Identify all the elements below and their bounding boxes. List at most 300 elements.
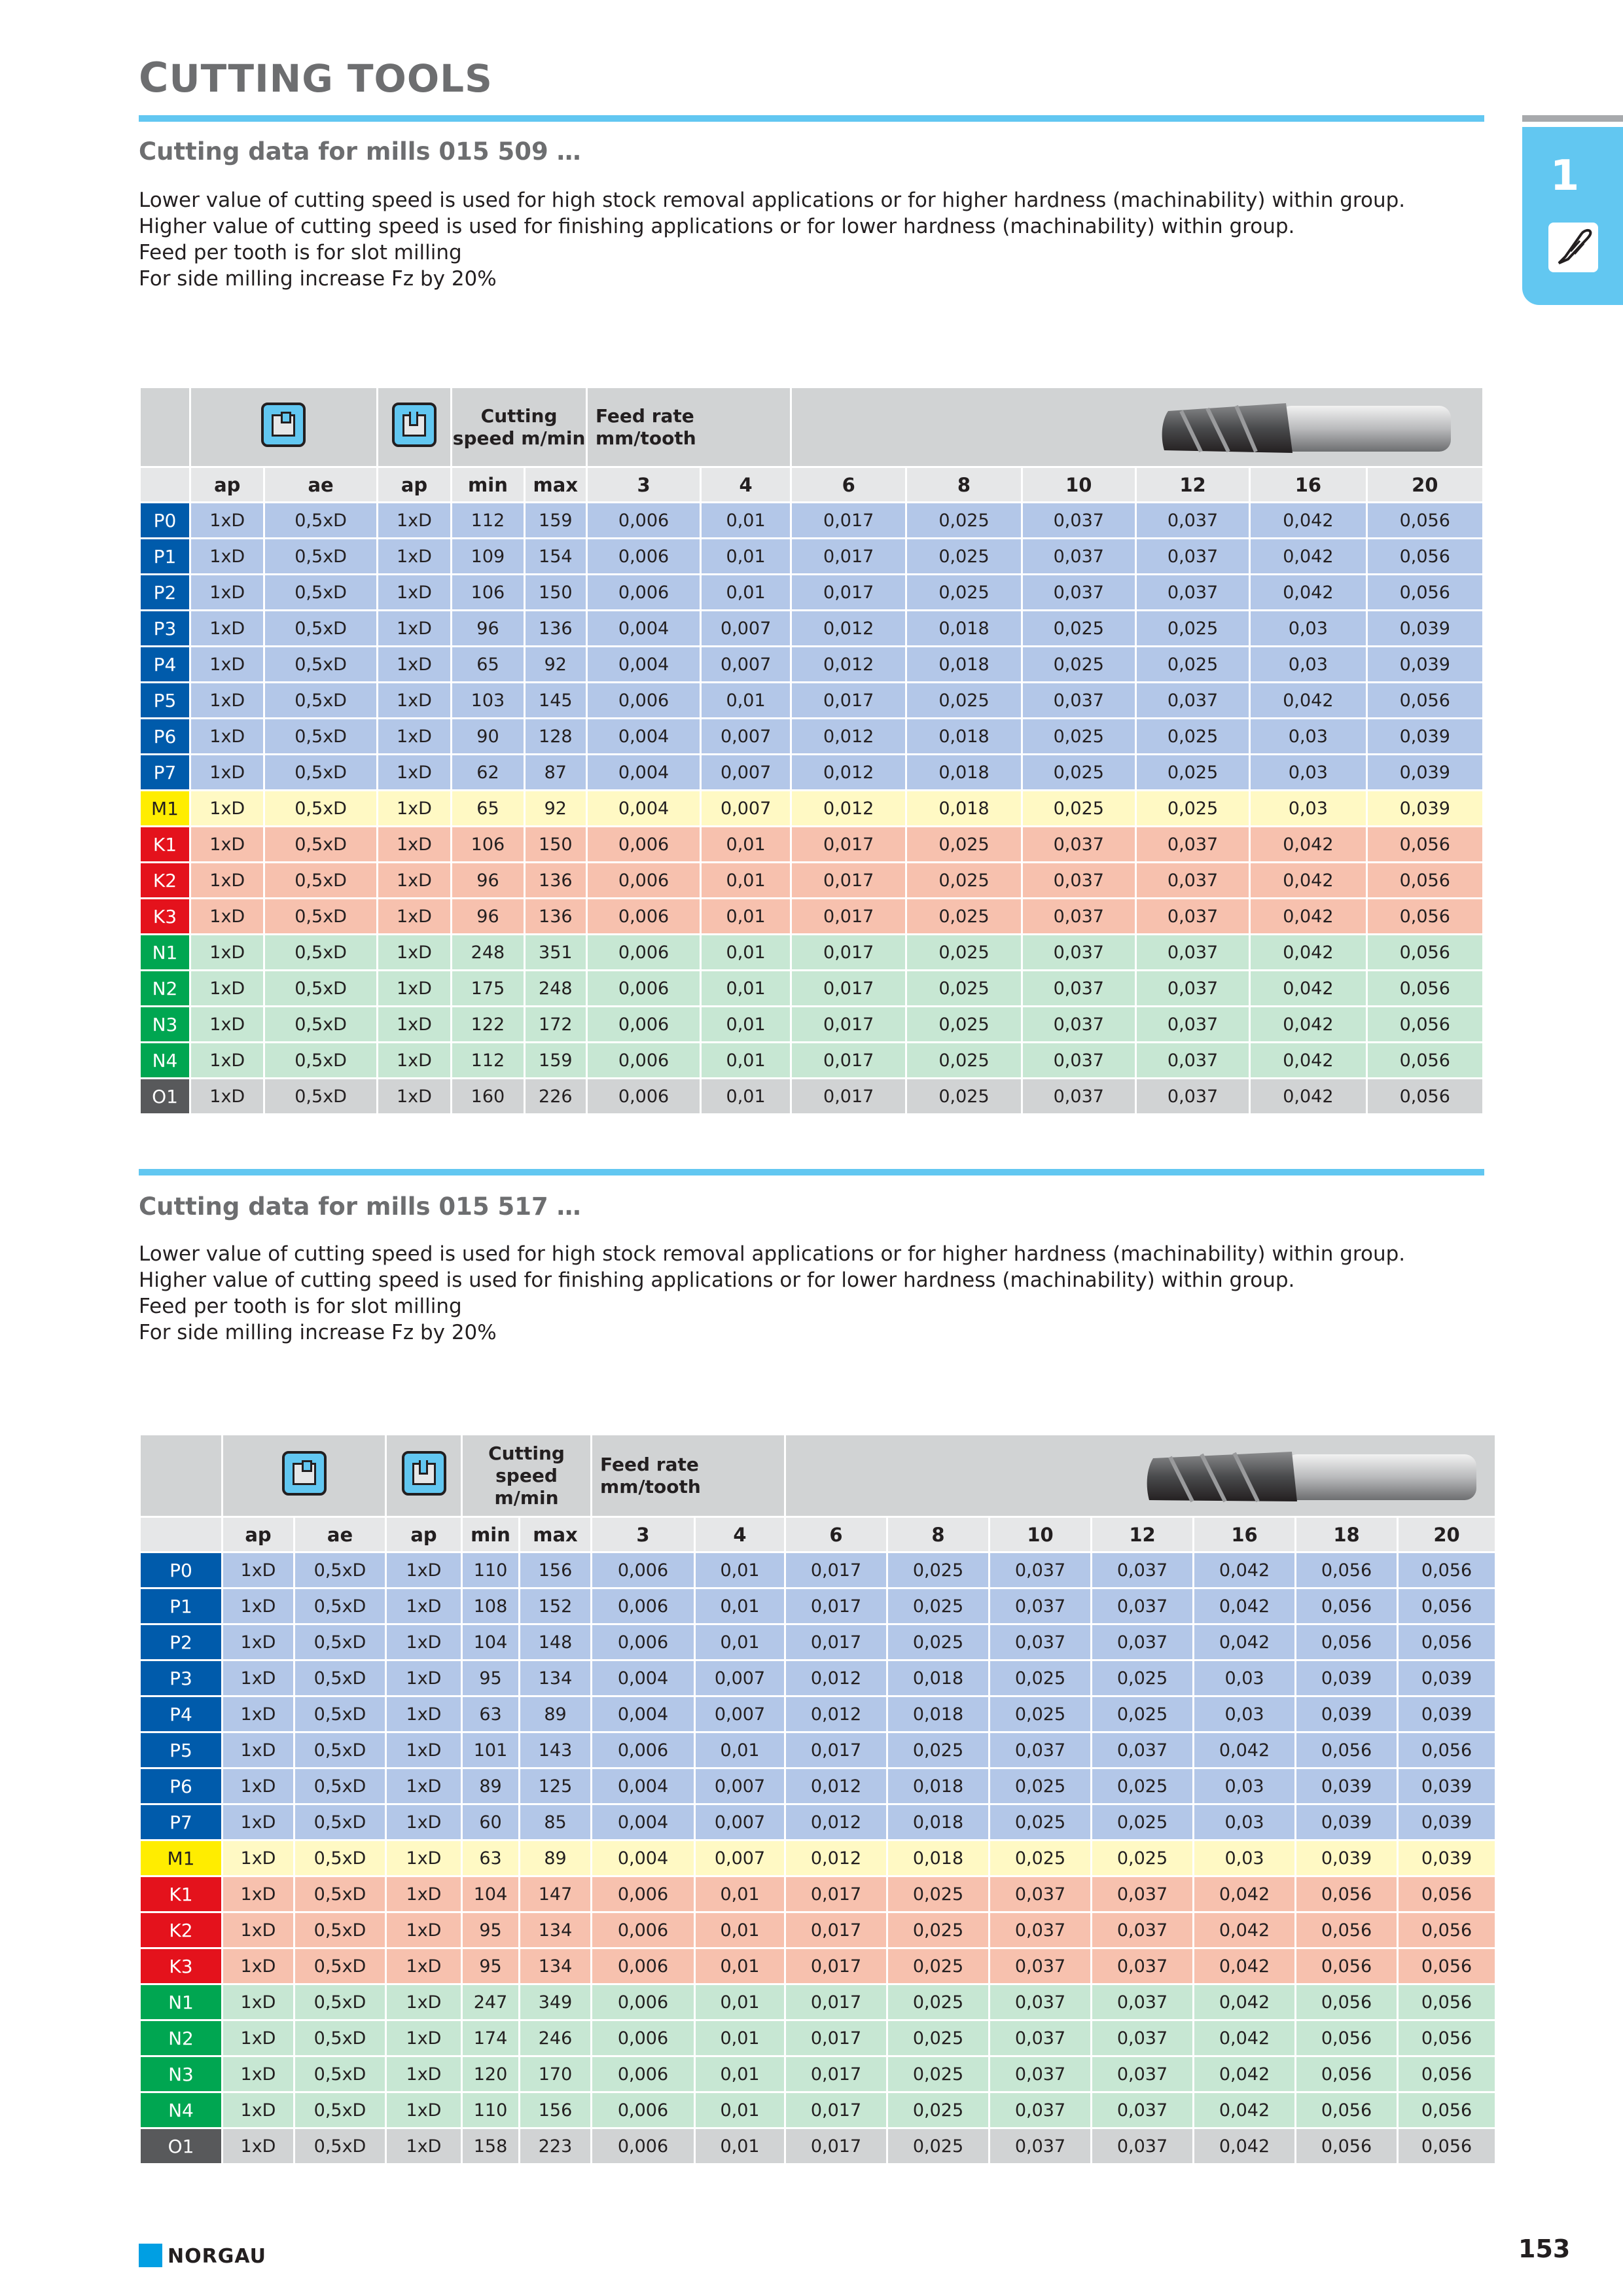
table-cell: 0,5xD	[264, 935, 377, 971]
table-cell: 0,5xD	[294, 1984, 386, 2020]
table-cell: 1xD	[377, 1007, 451, 1043]
table-cell: 0,042	[1250, 899, 1366, 935]
column-header: 20	[1366, 467, 1483, 503]
column-header: 10	[1022, 467, 1135, 503]
table-cell: 96	[452, 611, 524, 647]
section1-title: Cutting data for mills 015 509 …	[139, 137, 581, 166]
table-cell: 1xD	[377, 1043, 451, 1079]
material-group-badge: N4	[140, 2092, 223, 2128]
material-group-badge: P2	[140, 1624, 223, 1660]
table-cell: 0,5xD	[294, 1948, 386, 1984]
table-cell: 1xD	[190, 1043, 264, 1079]
table-cell: 0,056	[1398, 2020, 1496, 2056]
table-cell: 0,004	[586, 755, 700, 791]
table-cell: 0,006	[592, 1984, 695, 2020]
table-cell: 351	[524, 935, 586, 971]
table-cell: 0,5xD	[264, 683, 377, 719]
table-cell: 0,037	[1022, 1007, 1135, 1043]
column-header: 4	[695, 1517, 785, 1552]
table-cell: 0,017	[791, 899, 906, 935]
table-row	[140, 827, 1484, 863]
table-cell: 0,01	[701, 827, 791, 863]
table-cell: 0,042	[1194, 1732, 1296, 1768]
corner-cell	[140, 467, 190, 503]
table-cell: 0,037	[1135, 1007, 1249, 1043]
table-cell: 0,004	[586, 647, 700, 683]
table-cell: 128	[524, 719, 586, 755]
table-cell: 1xD	[190, 611, 264, 647]
table-cell: 0,5xD	[294, 1732, 386, 1768]
column-header: 8	[906, 467, 1022, 503]
table-cell: 0,025	[887, 2020, 990, 2056]
table-cell: 1xD	[190, 755, 264, 791]
feed-header: Feed rate mm/tooth	[600, 1453, 701, 1498]
table-cell: 0,5xD	[264, 755, 377, 791]
table-cell: 0,025	[1135, 647, 1249, 683]
side-rule	[1522, 115, 1623, 122]
table-cell: 0,056	[1296, 2056, 1398, 2092]
table-cell: 0,006	[586, 1007, 700, 1043]
table-cell: 1xD	[223, 1876, 294, 1912]
table-cell: 0,056	[1296, 1552, 1398, 1588]
table-cell: 0,017	[785, 2128, 887, 2164]
table-cell: 96	[452, 863, 524, 899]
table-row	[140, 1840, 1496, 1876]
table-cell: 0,017	[785, 2056, 887, 2092]
table-cell: 1xD	[386, 1984, 462, 2020]
table-cell: 0,006	[586, 1043, 700, 1079]
table-cell: 0,025	[1092, 1768, 1194, 1804]
table-cell: 0,037	[990, 1912, 1092, 1948]
table-cell: 0,037	[1135, 683, 1249, 719]
table-cell: 0,006	[586, 1079, 700, 1115]
table-cell: 0,006	[592, 1912, 695, 1948]
table-cell: 65	[452, 791, 524, 827]
table-cell: 0,007	[701, 755, 791, 791]
table-row	[140, 539, 1484, 575]
table-cell: 0,012	[785, 1840, 887, 1876]
note-line: Feed per tooth is for slot milling	[139, 1295, 462, 1318]
table-cell: 0,03	[1250, 647, 1366, 683]
table-cell: 0,037	[1092, 1732, 1194, 1768]
table-cell: 1xD	[190, 827, 264, 863]
table-cell: 1xD	[377, 863, 451, 899]
chapter-tab[interactable]	[1522, 127, 1623, 305]
table-cell: 134	[520, 1660, 592, 1696]
table-cell: 0,025	[990, 1840, 1092, 1876]
column-header: 10	[990, 1517, 1092, 1552]
table-cell: 0,5xD	[294, 2092, 386, 2128]
speed-header: Cutting speed m/min	[452, 404, 586, 449]
table-cell: 89	[520, 1696, 592, 1732]
table-cell: 0,017	[791, 503, 906, 539]
table-cell: 108	[462, 1588, 520, 1624]
table-cell: 159	[524, 1043, 586, 1079]
table-cell: 0,5xD	[294, 2056, 386, 2092]
table-cell: 0,037	[990, 2020, 1092, 2056]
material-group-badge: N3	[140, 2056, 223, 2092]
table-cell: 0,03	[1194, 1660, 1296, 1696]
table-cell: 0,006	[592, 1552, 695, 1588]
table-cell: 0,025	[1092, 1660, 1194, 1696]
table-row	[140, 1696, 1496, 1732]
material-group-badge: P1	[140, 1588, 223, 1624]
table-cell: 0,01	[701, 1043, 791, 1079]
material-group-badge: P7	[140, 755, 190, 791]
table-cell: 0,006	[586, 971, 700, 1007]
table-cell: 349	[520, 1984, 592, 2020]
table-cell: 1xD	[190, 575, 264, 611]
column-header: 3	[586, 467, 700, 503]
table-cell: 0,056	[1366, 935, 1483, 971]
table-cell: 0,037	[1092, 1984, 1194, 2020]
table-row	[140, 1732, 1496, 1768]
table-cell: 0,01	[701, 1079, 791, 1115]
table-cell: 92	[524, 791, 586, 827]
table-row	[140, 1804, 1496, 1840]
table-cell: 0,056	[1366, 539, 1483, 575]
table-cell: 0,5xD	[294, 1660, 386, 1696]
table-cell: 0,056	[1296, 1624, 1398, 1660]
table-cell: 0,056	[1398, 1732, 1496, 1768]
table-cell: 1xD	[377, 683, 451, 719]
table-cell: 1xD	[223, 2128, 294, 2164]
table-cell: 174	[462, 2020, 520, 2056]
table-cell: 1xD	[190, 1007, 264, 1043]
table-cell: 0,039	[1296, 1768, 1398, 1804]
table-cell: 0,056	[1398, 1552, 1496, 1588]
side-milling-icon	[261, 403, 306, 447]
table-cell: 101	[462, 1732, 520, 1768]
table-row	[140, 1552, 1496, 1588]
table-cell: 0,018	[906, 647, 1022, 683]
table-cell: 0,039	[1398, 1696, 1496, 1732]
table-cell: 0,056	[1296, 2092, 1398, 2128]
table-cell: 0,025	[1135, 719, 1249, 755]
table-row	[140, 647, 1484, 683]
table-cell: 0,056	[1296, 2020, 1398, 2056]
table-cell: 0,025	[887, 1876, 990, 1912]
table-cell: 0,018	[887, 1804, 990, 1840]
table-row	[140, 2056, 1496, 2092]
table-cell: 1xD	[223, 1624, 294, 1660]
table-cell: 0,006	[592, 2020, 695, 2056]
table-cell: 0,056	[1296, 1912, 1398, 1948]
table-cell: 0,5xD	[264, 719, 377, 755]
table-cell: 0,025	[887, 1588, 990, 1624]
table-cell: 0,042	[1194, 1984, 1296, 2020]
table-cell: 0,056	[1366, 1079, 1483, 1115]
table-cell: 0,037	[1022, 1079, 1135, 1115]
table-cell: 0,01	[695, 1588, 785, 1624]
table-cell: 1xD	[386, 1840, 462, 1876]
table-cell: 0,039	[1366, 647, 1483, 683]
table-cell: 0,025	[887, 2092, 990, 2128]
table-cell: 0,039	[1366, 611, 1483, 647]
table-cell: 0,039	[1366, 791, 1483, 827]
table-cell: 1xD	[190, 647, 264, 683]
table-cell: 0,037	[990, 1948, 1092, 1984]
table-cell: 0,018	[906, 755, 1022, 791]
table-cell: 0,056	[1398, 1912, 1496, 1948]
table-cell: 0,006	[586, 575, 700, 611]
table-cell: 1xD	[386, 1804, 462, 1840]
table-cell: 0,025	[887, 1624, 990, 1660]
table-cell: 175	[452, 971, 524, 1007]
table-cell: 0,025	[906, 863, 1022, 899]
table-cell: 0,006	[586, 827, 700, 863]
table-cell: 0,017	[785, 2020, 887, 2056]
table-cell: 0,025	[887, 1552, 990, 1588]
table-cell: 0,004	[592, 1660, 695, 1696]
table-cell: 0,01	[701, 863, 791, 899]
table-cell: 0,037	[1022, 503, 1135, 539]
table-cell: 0,004	[592, 1840, 695, 1876]
table-row	[140, 683, 1484, 719]
table-cell: 1xD	[377, 539, 451, 575]
table-cell: 1xD	[386, 1732, 462, 1768]
table-row	[140, 1876, 1496, 1912]
table-cell: 1xD	[223, 1984, 294, 2020]
material-group-badge: N1	[140, 935, 190, 971]
table-cell: 1xD	[223, 1660, 294, 1696]
table-cell: 0,056	[1366, 1007, 1483, 1043]
table-cell: 0,017	[785, 2092, 887, 2128]
table-cell: 0,037	[990, 2092, 1092, 2128]
speed-header: Cutting speed m/min	[488, 1442, 565, 1509]
slot-milling-icon	[392, 403, 437, 447]
table-cell: 0,006	[592, 1876, 695, 1912]
table-row	[140, 2020, 1496, 2056]
table-cell: 0,037	[1092, 2128, 1194, 2164]
table-cell: 1xD	[190, 899, 264, 935]
table-cell: 136	[524, 611, 586, 647]
table-cell: 109	[452, 539, 524, 575]
table-cell: 0,037	[1092, 1876, 1194, 1912]
table-cell: 0,042	[1250, 683, 1366, 719]
table-cell: 0,042	[1194, 2020, 1296, 2056]
table-cell: 0,056	[1296, 1984, 1398, 2020]
table-cell: 0,017	[785, 1588, 887, 1624]
table-cell: 0,007	[695, 1768, 785, 1804]
table-cell: 134	[520, 1912, 592, 1948]
table-cell: 248	[524, 971, 586, 1007]
table-row	[140, 611, 1484, 647]
material-group-badge: N3	[140, 1007, 190, 1043]
table-cell: 0,056	[1398, 1948, 1496, 1984]
note-line: Higher value of cutting speed is used for finishing applications or for lower hardness (machinability) within group.	[139, 1268, 1295, 1292]
column-header: 16	[1194, 1517, 1296, 1552]
table-cell: 0,017	[785, 1984, 887, 2020]
table-cell: 89	[462, 1768, 520, 1804]
table-cell: 0,037	[1092, 2056, 1194, 2092]
column-header-row	[140, 467, 1484, 503]
table-cell: 0,01	[701, 899, 791, 935]
column-header: 3	[592, 1517, 695, 1552]
material-group-badge: P5	[140, 683, 190, 719]
table-cell: 0,025	[1092, 1840, 1194, 1876]
table-cell: 0,5xD	[294, 1552, 386, 1588]
table-cell: 0,025	[887, 1948, 990, 1984]
table-row	[140, 863, 1484, 899]
table-cell: 0,037	[1022, 575, 1135, 611]
table-cell: 65	[452, 647, 524, 683]
table-cell: 0,03	[1250, 719, 1366, 755]
table-cell: 95	[462, 1948, 520, 1984]
table-cell: 0,037	[1135, 575, 1249, 611]
table-cell: 0,025	[906, 683, 1022, 719]
column-header: 20	[1398, 1517, 1496, 1552]
table-cell: 0,025	[990, 1696, 1092, 1732]
material-group-badge: P1	[140, 539, 190, 575]
table-cell: 1xD	[377, 1079, 451, 1115]
table-cell: 0,01	[701, 539, 791, 575]
table-cell: 0,025	[887, 1984, 990, 2020]
table-cell: 0,017	[791, 863, 906, 899]
table-cell: 0,025	[887, 1732, 990, 1768]
material-group-badge: O1	[140, 2128, 223, 2164]
table-cell: 1xD	[386, 2056, 462, 2092]
table-cell: 0,056	[1366, 503, 1483, 539]
table-cell: 1xD	[386, 1876, 462, 1912]
table-cell: 0,039	[1296, 1804, 1398, 1840]
table-cell: 0,056	[1366, 683, 1483, 719]
table-cell: 0,012	[791, 719, 906, 755]
table-cell: 95	[462, 1660, 520, 1696]
table-cell: 0,037	[1092, 1948, 1194, 1984]
table-cell: 0,018	[906, 791, 1022, 827]
table-cell: 0,037	[1022, 827, 1135, 863]
table-cell: 0,017	[791, 1079, 906, 1115]
table-cell: 0,042	[1194, 1588, 1296, 1624]
material-group-badge: P0	[140, 1552, 223, 1588]
table-cell: 0,01	[695, 1948, 785, 1984]
column-header: 6	[785, 1517, 887, 1552]
table-cell: 0,017	[791, 539, 906, 575]
table-cell: 0,037	[1135, 971, 1249, 1007]
table-cell: 0,025	[1022, 755, 1135, 791]
note-line: For side milling increase Fz by 20%	[139, 267, 497, 291]
table-cell: 0,01	[701, 575, 791, 611]
table-cell: 1xD	[223, 1912, 294, 1948]
table-cell: 0,007	[695, 1660, 785, 1696]
table-cell: 0,056	[1366, 971, 1483, 1007]
table-cell: 1xD	[377, 971, 451, 1007]
cutting-data-table-1	[139, 386, 1484, 1115]
feed-header: Feed rate mm/tooth	[595, 404, 696, 449]
note-line: Higher value of cutting speed is used for finishing applications or for lower hardness (machinability) within group.	[139, 215, 1295, 238]
table-cell: 0,5xD	[264, 827, 377, 863]
table-cell: 0,037	[990, 1588, 1092, 1624]
table-cell: 0,004	[592, 1696, 695, 1732]
table-cell: 0,017	[785, 1624, 887, 1660]
table-cell: 0,012	[791, 791, 906, 827]
title-rule	[139, 115, 1484, 122]
table-row	[140, 1624, 1496, 1660]
table-cell: 0,01	[695, 1624, 785, 1660]
table-cell: 0,017	[785, 1876, 887, 1912]
table-cell: 0,006	[586, 683, 700, 719]
table-cell: 0,039	[1398, 1768, 1496, 1804]
table-cell: 0,012	[785, 1768, 887, 1804]
table-cell: 0,5xD	[294, 1624, 386, 1660]
table-row	[140, 1007, 1484, 1043]
table-cell: 1xD	[377, 611, 451, 647]
table-cell: 0,017	[791, 971, 906, 1007]
table-cell: 0,042	[1194, 1624, 1296, 1660]
table-cell: 0,037	[1022, 539, 1135, 575]
table-cell: 0,037	[1022, 935, 1135, 971]
corner-cell	[140, 1517, 223, 1552]
table-row	[140, 719, 1484, 755]
brand-square-icon	[139, 2244, 162, 2267]
table-cell: 0,018	[887, 1768, 990, 1804]
table-cell: 0,042	[1194, 1876, 1296, 1912]
table-cell: 248	[452, 935, 524, 971]
table-cell: 0,025	[906, 1007, 1022, 1043]
table-cell: 0,039	[1398, 1840, 1496, 1876]
table-cell: 0,056	[1398, 1624, 1496, 1660]
table-cell: 112	[452, 1043, 524, 1079]
table-row	[140, 755, 1484, 791]
table-row	[140, 1768, 1496, 1804]
material-group-badge: K2	[140, 863, 190, 899]
table-cell: 0,006	[586, 539, 700, 575]
material-group-badge: N2	[140, 971, 190, 1007]
end-mill-image	[1155, 391, 1456, 463]
table-cell: 0,056	[1366, 575, 1483, 611]
table-cell: 172	[524, 1007, 586, 1043]
table-row	[140, 1984, 1496, 2020]
table-cell: 0,5xD	[294, 1804, 386, 1840]
table-cell: 0,037	[1022, 899, 1135, 935]
table-cell: 103	[452, 683, 524, 719]
table-row	[140, 1912, 1496, 1948]
table-cell: 1xD	[190, 863, 264, 899]
table-cell: 112	[452, 503, 524, 539]
material-group-badge: K3	[140, 899, 190, 935]
table-cell: 0,037	[1092, 1588, 1194, 1624]
table-cell: 0,056	[1366, 827, 1483, 863]
table-cell: 0,012	[785, 1660, 887, 1696]
material-group-badge: K3	[140, 1948, 223, 1984]
table-cell: 0,042	[1250, 1007, 1366, 1043]
table-row	[140, 899, 1484, 935]
table-cell: 0,01	[695, 2056, 785, 2092]
table-cell: 0,017	[785, 1912, 887, 1948]
table-cell: 159	[524, 503, 586, 539]
table-cell: 0,017	[785, 1948, 887, 1984]
table-cell: 106	[452, 827, 524, 863]
table-cell: 0,5xD	[264, 1043, 377, 1079]
table-cell: 1xD	[386, 1624, 462, 1660]
table-cell: 148	[520, 1624, 592, 1660]
table-cell: 1xD	[386, 1588, 462, 1624]
table-cell: 0,007	[695, 1696, 785, 1732]
table-cell: 0,037	[990, 2128, 1092, 2164]
table-cell: 0,5xD	[264, 539, 377, 575]
table-cell: 0,025	[1135, 755, 1249, 791]
table-cell: 152	[520, 1588, 592, 1624]
table-cell: 134	[520, 1948, 592, 1984]
table-cell: 0,039	[1296, 1660, 1398, 1696]
table-cell: 0,037	[1092, 1624, 1194, 1660]
table-cell: 0,03	[1194, 1840, 1296, 1876]
table-cell: 0,5xD	[294, 2128, 386, 2164]
table-cell: 1xD	[377, 899, 451, 935]
table-cell: 0,037	[1135, 539, 1249, 575]
table-cell: 0,037	[990, 1552, 1092, 1588]
